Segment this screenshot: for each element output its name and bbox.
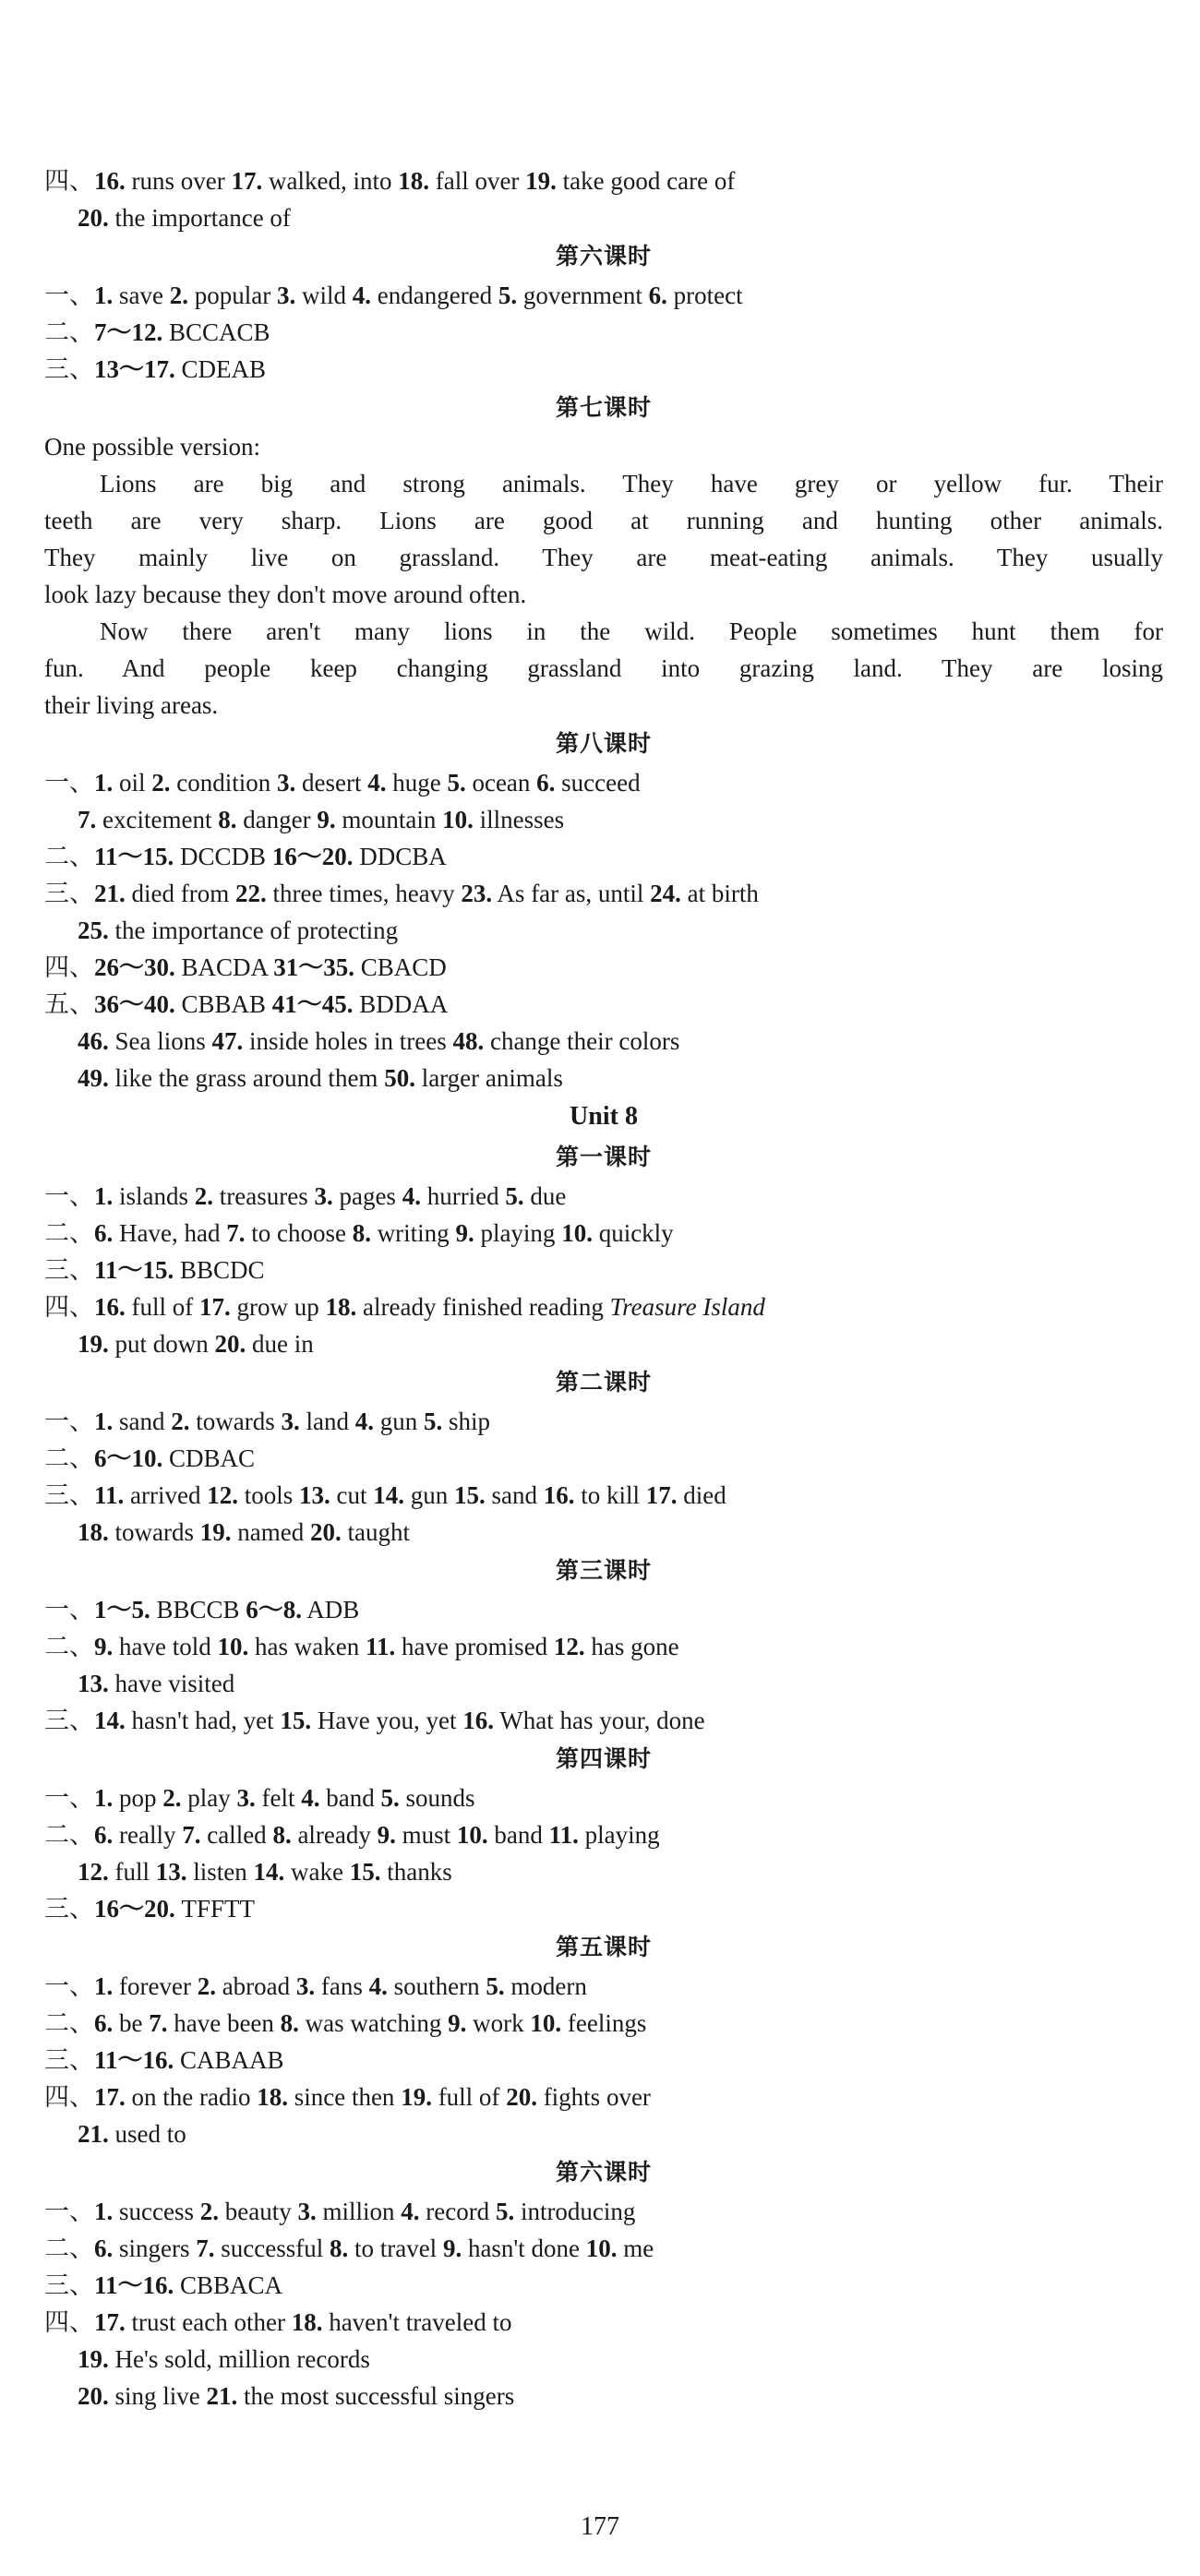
answer-text: 二、6. be 7. have been 8. was watching 9. work 10. feelings bbox=[44, 2009, 647, 2037]
answer-text: 三、14. hasn't had, yet 15. Have you, yet 16. What has your, done bbox=[44, 1707, 705, 1734]
answer-text: 二、6. Have, had 7. to choose 8. writing 9. playing 10. quickly bbox=[44, 1219, 674, 1247]
answer-line bbox=[44, 199, 1163, 236]
answer-line bbox=[44, 912, 1163, 949]
answer-line bbox=[44, 2005, 1163, 2042]
answer-text: 一、1. success 2. beauty 3. million 4. record 5. introducing bbox=[44, 2198, 636, 2225]
essay-line: their living areas. bbox=[44, 691, 219, 719]
answer-line bbox=[44, 1288, 1163, 1325]
book-title: Treasure Island bbox=[609, 1293, 765, 1321]
answer-line bbox=[44, 2304, 1163, 2341]
answer-text: 二、9. have told 10. has waken 11. have promised 12. has gone bbox=[44, 1633, 679, 1660]
answer-text: 四、16. full of 17. grow up 18. already finished reading bbox=[44, 1293, 610, 1321]
answer-text: 一、1. islands 2. treasures 3. pages 4. hurried 5. due bbox=[44, 1182, 567, 1210]
section-heading: 第八课时 bbox=[555, 730, 652, 757]
answer-line bbox=[44, 1023, 1163, 1060]
answer-text: 五、36～40. CBBAB 41～45. BDDAA bbox=[44, 990, 449, 1018]
answer-text: 一、1. save 2. popular 3. wild 4. endangered 5. government 6. protect bbox=[44, 282, 743, 309]
essay-line: look lazy because they don't move around often. bbox=[44, 581, 527, 608]
answer-text: 46. Sea lions 47. inside holes in trees 48. change their colors bbox=[78, 1027, 680, 1055]
answer-text: 20. sing live 21. the most successful singers bbox=[78, 2382, 515, 2410]
answer-line bbox=[44, 1779, 1163, 1816]
answer-line bbox=[44, 986, 1163, 1023]
answer-line bbox=[44, 1890, 1163, 1927]
section-heading: 第五课时 bbox=[555, 1934, 652, 1960]
section-heading: 第六课时 bbox=[555, 243, 652, 270]
answer-text: 三、11～15. BBCDC bbox=[44, 1256, 265, 1284]
answer-line bbox=[44, 1968, 1163, 2005]
essay-line: Now there aren't many lions in the wild. People sometimes hunt them for bbox=[100, 617, 1163, 645]
answer-line bbox=[44, 1215, 1163, 1252]
answer-text: 四、16. runs over 17. walked, into 18. fall over 19. take good care of bbox=[44, 167, 736, 195]
answer-key-content bbox=[44, 162, 1163, 2414]
answer-text: 7. excitement 8. danger 9. mountain 10. illnesses bbox=[78, 806, 565, 833]
answer-line bbox=[44, 1702, 1163, 1739]
essay-paragraph bbox=[44, 465, 1163, 613]
answer-line bbox=[44, 162, 1163, 199]
answer-text: 三、21. died from 22. three times, heavy 23. As far as, until 24. at birth bbox=[44, 880, 759, 907]
answer-line bbox=[44, 2079, 1163, 2115]
answer-text: 20. the importance of bbox=[78, 204, 291, 232]
answer-text: 一、1. pop 2. play 3. felt 4. band 5. sounds bbox=[44, 1784, 475, 1812]
answer-text: 二、11～15. DCCDB 16～20. DDCBA bbox=[44, 843, 447, 870]
answer-line bbox=[44, 1591, 1163, 1628]
answer-text: 二、6. singers 7. successful 8. to travel 9. hasn't done 10. me bbox=[44, 2235, 654, 2262]
answer-text: 三、11. arrived 12. tools 13. cut 14. gun 15. sand 16. to kill 17. died bbox=[44, 1481, 726, 1509]
answer-line bbox=[44, 2042, 1163, 2079]
answer-line bbox=[44, 351, 1163, 388]
answer-line bbox=[44, 1853, 1163, 1890]
answer-line bbox=[44, 1665, 1163, 1702]
answer-line bbox=[44, 875, 1163, 912]
answer-text: One possible version: bbox=[44, 433, 260, 461]
answer-text: 13. have visited bbox=[78, 1670, 235, 1697]
answer-line bbox=[44, 2267, 1163, 2304]
answer-line bbox=[44, 2341, 1163, 2378]
essay-paragraph bbox=[44, 613, 1163, 724]
answer-line bbox=[44, 314, 1163, 351]
answer-line bbox=[44, 1060, 1163, 1096]
section-heading: 第四课时 bbox=[555, 1745, 652, 1772]
answer-text: 一、1. forever 2. abroad 3. fans 4. southern 5. modern bbox=[44, 1972, 587, 2000]
answer-line bbox=[44, 764, 1163, 801]
answer-text: 19. put down 20. due in bbox=[78, 1330, 314, 1358]
answer-text: 二、6. really 7. called 8. already 9. must 10. band 11. playing bbox=[44, 1821, 660, 1849]
answer-text: 21. used to bbox=[78, 2120, 186, 2148]
answer-text: 二、7～12. BCCACB bbox=[44, 318, 270, 346]
answer-line bbox=[44, 2378, 1163, 2414]
answer-line bbox=[44, 1178, 1163, 1215]
answer-text: 四、17. on the radio 18. since then 19. full of 20. fights over bbox=[44, 2083, 651, 2111]
unit-heading: Unit 8 bbox=[570, 1102, 638, 1131]
page-number: 177 bbox=[581, 2512, 619, 2541]
answer-text: 49. like the grass around them 50. larger animals bbox=[78, 1064, 563, 1092]
section-heading: 第一课时 bbox=[555, 1144, 652, 1170]
answer-text: 二、6～10. CDBAC bbox=[44, 1444, 256, 1472]
answer-line bbox=[44, 277, 1163, 314]
section-heading: 第七课时 bbox=[555, 394, 652, 421]
answer-line bbox=[44, 1477, 1163, 1514]
answer-text: 一、1. sand 2. towards 3. land 4. gun 5. ship bbox=[44, 1408, 490, 1435]
answer-text: 三、11～16. CBBACA bbox=[44, 2271, 283, 2299]
answer-line bbox=[44, 1252, 1163, 1288]
answer-text: 四、26～30. BACDA 31～35. CBACD bbox=[44, 953, 447, 981]
essay-line: Lions are big and strong animals. They have grey or yellow fur. Their bbox=[100, 470, 1163, 497]
answer-text: 12. full 13. listen 14. wake 15. thanks bbox=[78, 1858, 452, 1886]
section-heading: 第二课时 bbox=[555, 1369, 652, 1396]
answer-line bbox=[44, 1325, 1163, 1362]
essay-line: They mainly live on grassland. They are meat-eating animals. They usually bbox=[44, 544, 1163, 571]
answer-line bbox=[44, 838, 1163, 875]
answer-line bbox=[44, 1816, 1163, 1853]
answer-line bbox=[44, 1628, 1163, 1665]
answer-line bbox=[44, 1514, 1163, 1551]
answer-line bbox=[44, 2115, 1163, 2152]
section-heading: 第三课时 bbox=[555, 1557, 652, 1584]
answer-text: 三、16～20. TFFTT bbox=[44, 1895, 256, 1923]
answer-line bbox=[44, 428, 1163, 465]
answer-line bbox=[44, 2193, 1163, 2230]
essay-line: fun. And people keep changing grassland into grazing land. They are losing bbox=[44, 654, 1163, 682]
essay-line: teeth are very sharp. Lions are good at running and hunting other animals. bbox=[44, 507, 1163, 534]
answer-text: 三、11～16. CABAAB bbox=[44, 2046, 284, 2074]
answer-text: 一、1～5. BBCCB 6～8. ADB bbox=[44, 1596, 360, 1623]
answer-line bbox=[44, 1403, 1163, 1440]
answer-line bbox=[44, 2230, 1163, 2267]
answer-line bbox=[44, 801, 1163, 838]
answer-text: 一、1. oil 2. condition 3. desert 4. huge 5. ocean 6. succeed bbox=[44, 769, 641, 797]
answer-text: 19. He's sold, million records bbox=[78, 2345, 370, 2373]
answer-line bbox=[44, 1440, 1163, 1477]
answer-text: 25. the importance of protecting bbox=[78, 917, 399, 944]
answer-line bbox=[44, 949, 1163, 986]
answer-text: 三、13～17. CDEAB bbox=[44, 355, 267, 383]
answer-text: 18. towards 19. named 20. taught bbox=[78, 1518, 410, 1546]
section-heading: 第六课时 bbox=[555, 2159, 652, 2186]
answer-text: 四、17. trust each other 18. haven't traveled to bbox=[44, 2308, 512, 2336]
